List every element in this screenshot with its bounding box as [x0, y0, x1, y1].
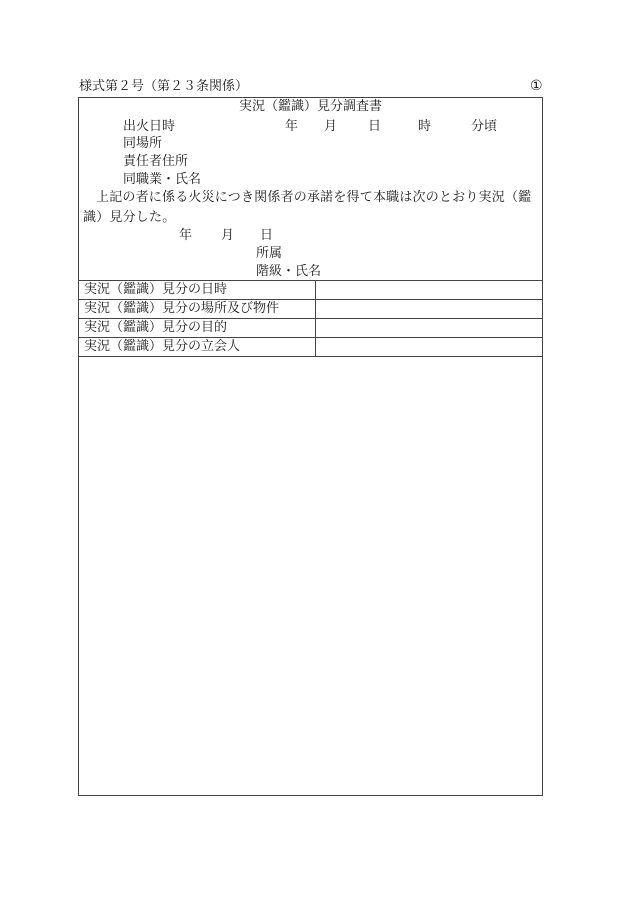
- responsible-address-label: 責任者住所: [123, 154, 189, 169]
- fire-year-unit: 年: [285, 119, 299, 134]
- table-row: [79, 281, 542, 300]
- report-header: [79, 98, 542, 280]
- fire-hour-unit: 時: [418, 119, 432, 134]
- report-month-unit: 月: [221, 228, 235, 243]
- table-row: [79, 300, 542, 319]
- fire-datetime-label: 出火日時: [123, 119, 176, 134]
- report-title: 実況（鑑識）見分調査書: [238, 99, 382, 114]
- report-frame: [78, 97, 543, 796]
- inspection-purpose-value: [316, 319, 543, 338]
- fire-month-unit: 月: [324, 119, 338, 134]
- occupation-name-label: 同職業・氏名: [123, 172, 202, 187]
- statement-text: 上記の者に係る火災につき関係者の承諾を得て本職は次のとおり実況（鑑識）見分した。: [83, 190, 532, 225]
- inspection-datetime-label: 実況（鑑識）見分の日時: [79, 281, 316, 300]
- fire-day-unit: 日: [368, 119, 382, 134]
- inspection-place-value: [316, 300, 543, 319]
- inspection-place-label: 実況（鑑識）見分の場所及び物件: [79, 300, 316, 319]
- inspection-witness-value: [316, 338, 543, 357]
- table-row: [79, 319, 542, 338]
- report-year-unit: 年: [179, 228, 193, 243]
- inspection-purpose-label: 実況（鑑識）見分の目的: [79, 319, 316, 338]
- rank-name-label: 階級・氏名: [256, 264, 322, 279]
- inspection-info-table: [79, 280, 542, 357]
- page-mark: ①: [530, 78, 543, 94]
- table-row: [79, 338, 542, 357]
- affiliation-label: 所属: [256, 246, 283, 261]
- location-label: 同場所: [123, 136, 163, 151]
- report-day-unit: 日: [260, 228, 274, 243]
- form-number: 様式第２号（第２３条関係）: [79, 79, 249, 94]
- inspection-witness-label: 実況（鑑識）見分の立会人: [79, 338, 316, 357]
- inspection-datetime-value: [316, 281, 543, 300]
- fire-minute-unit: 分頃: [471, 119, 498, 134]
